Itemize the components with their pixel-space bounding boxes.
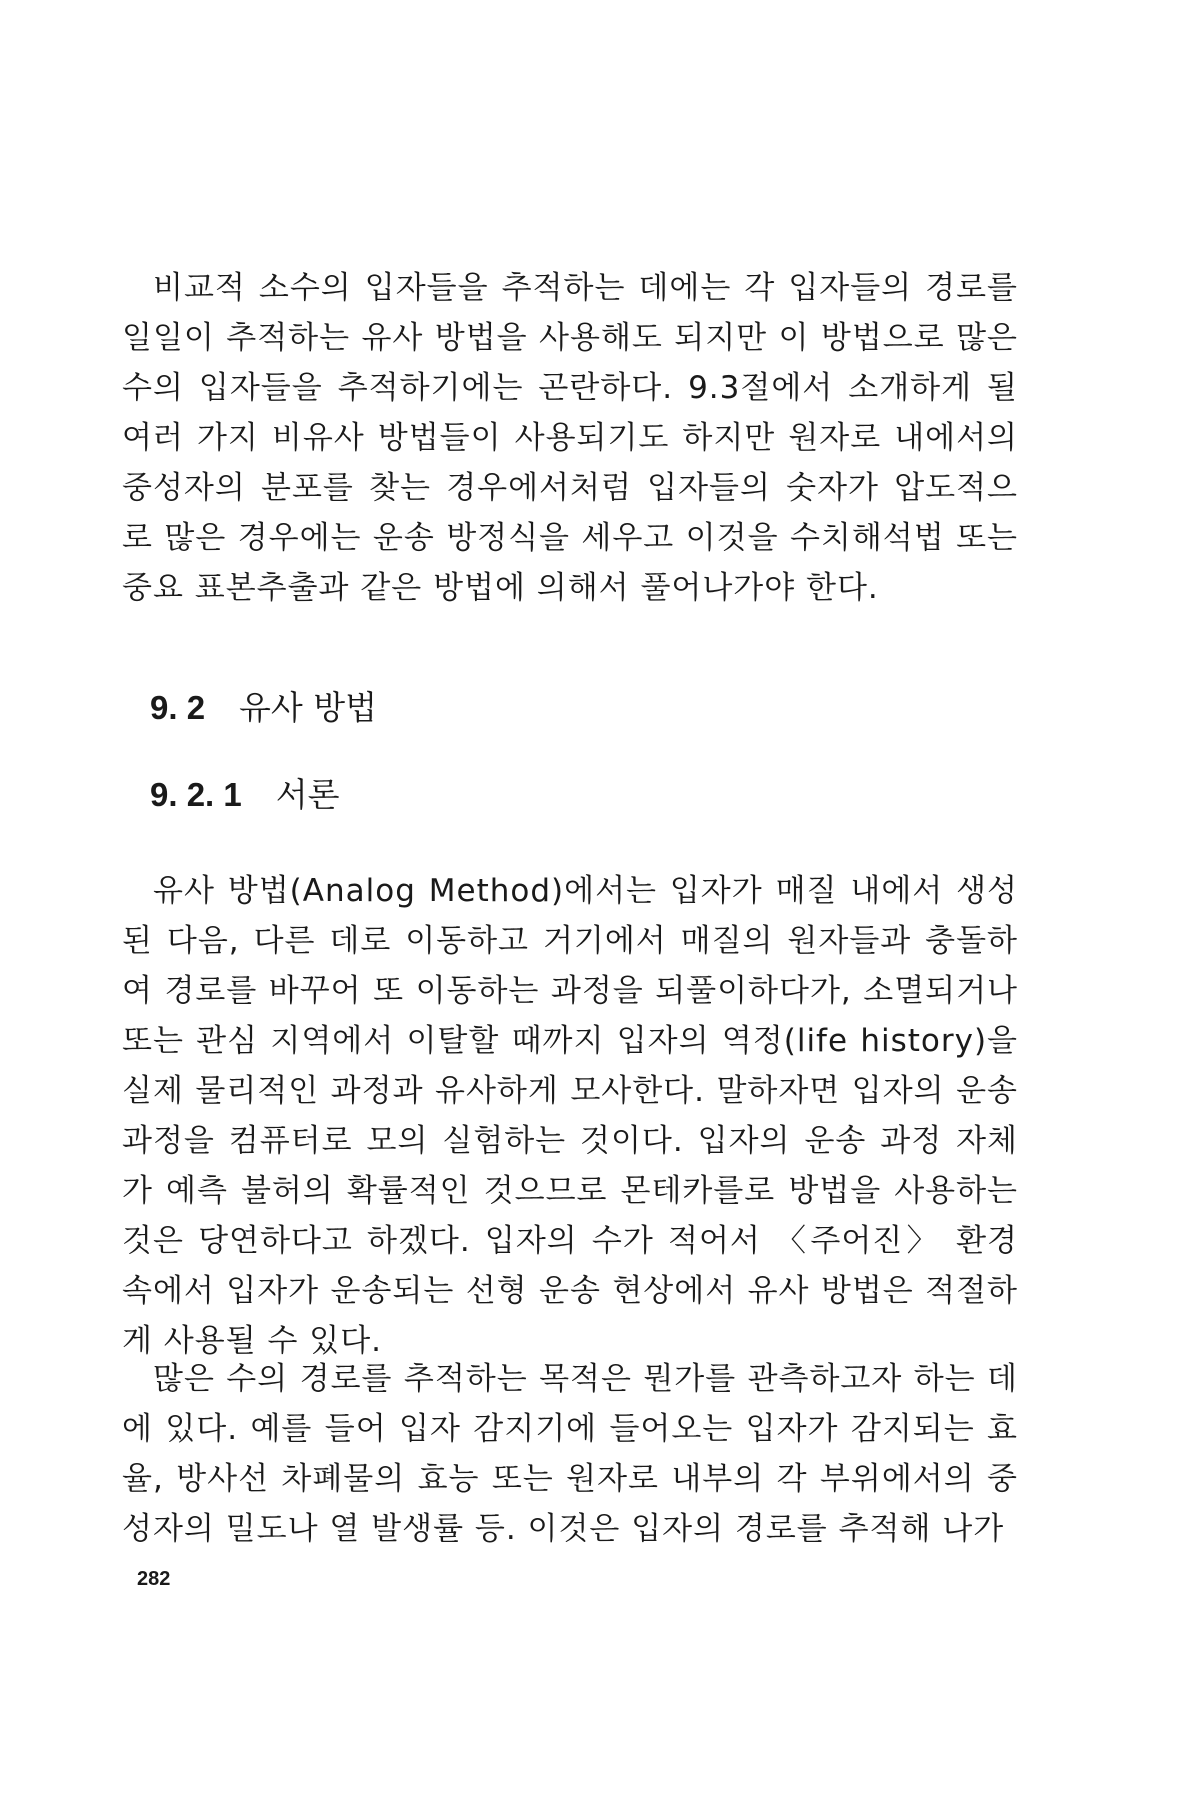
section-heading [150, 686, 377, 730]
subsection-title: 서론 [275, 775, 340, 814]
subsection-heading [150, 773, 340, 817]
paragraph-tracking-purpose: 많은 수의 경로를 추적하는 목적은 뭔가를 관측하고자 하는 데에 있다. 예를 들어 입자 감지기에 들어오는 입자가 감지되는 효율, 방사선 차폐물의 효능 또는 원자로 내부의 각 부위에서의 중성자의 밀도나 열 발생률 등. 이것은 입자의 경로를 추적해 나가 [122, 1361, 1018, 1547]
section-title: 유사 방법 [239, 688, 378, 727]
paragraph-intro: 비교적 소수의 입자들을 추적하는 데에는 각 입자들의 경로를 일일이 추적하는 유사 방법을 사용해도 되지만 이 방법으로 많은 수의 입자들을 추적하기에는 곤란하다. 9.3절에서 소개하게 될 여러 가지 비유사 방법들이 사용되기도 하지만 원자로 내에서의 중성자의 분포를 찾는 경우에서처럼 입자들의 숫자가 압도적으로 많은 경우에는 운송 방정식을 세우고 이것을 수치해석법 또는 중요 표본추출과 같은 방법에 의해서 풀어나가야 한다. [122, 270, 1018, 606]
paragraph-analog-method: 유사 방법(Analog Method)에서는 입자가 매질 내에서 생성된 다음, 다른 데로 이동하고 거기에서 매질의 원자들과 충돌하여 경로를 바꾸어 또 이동하는 과정을 되풀이하다가, 소멸되거나 또는 관심 지역에서 이탈할 때까지 입자의 역정(life history)을 실제 물리적인 과정과 유사하게 모사한다. 말하자면 입자의 운송 과정을 컴퓨터로 모의 실험하는 것이다. 입자의 운송 과정 자체가 예측 불허의 확률적인 것으므로 몬테카를로 방법을 사용하는 것은 당연하다고 하겠다. 입자의 수가 적어서 〈주어진〉 환경 속에서 입자가 운송되는 선형 운송 현상에서 유사 방법은 적절하게 사용될 수 있다. [122, 873, 1018, 1359]
subsection-number: 9. 2. 1 [150, 776, 242, 813]
page-number: 282 [137, 1568, 171, 1590]
section-number: 9. 2 [150, 689, 206, 726]
